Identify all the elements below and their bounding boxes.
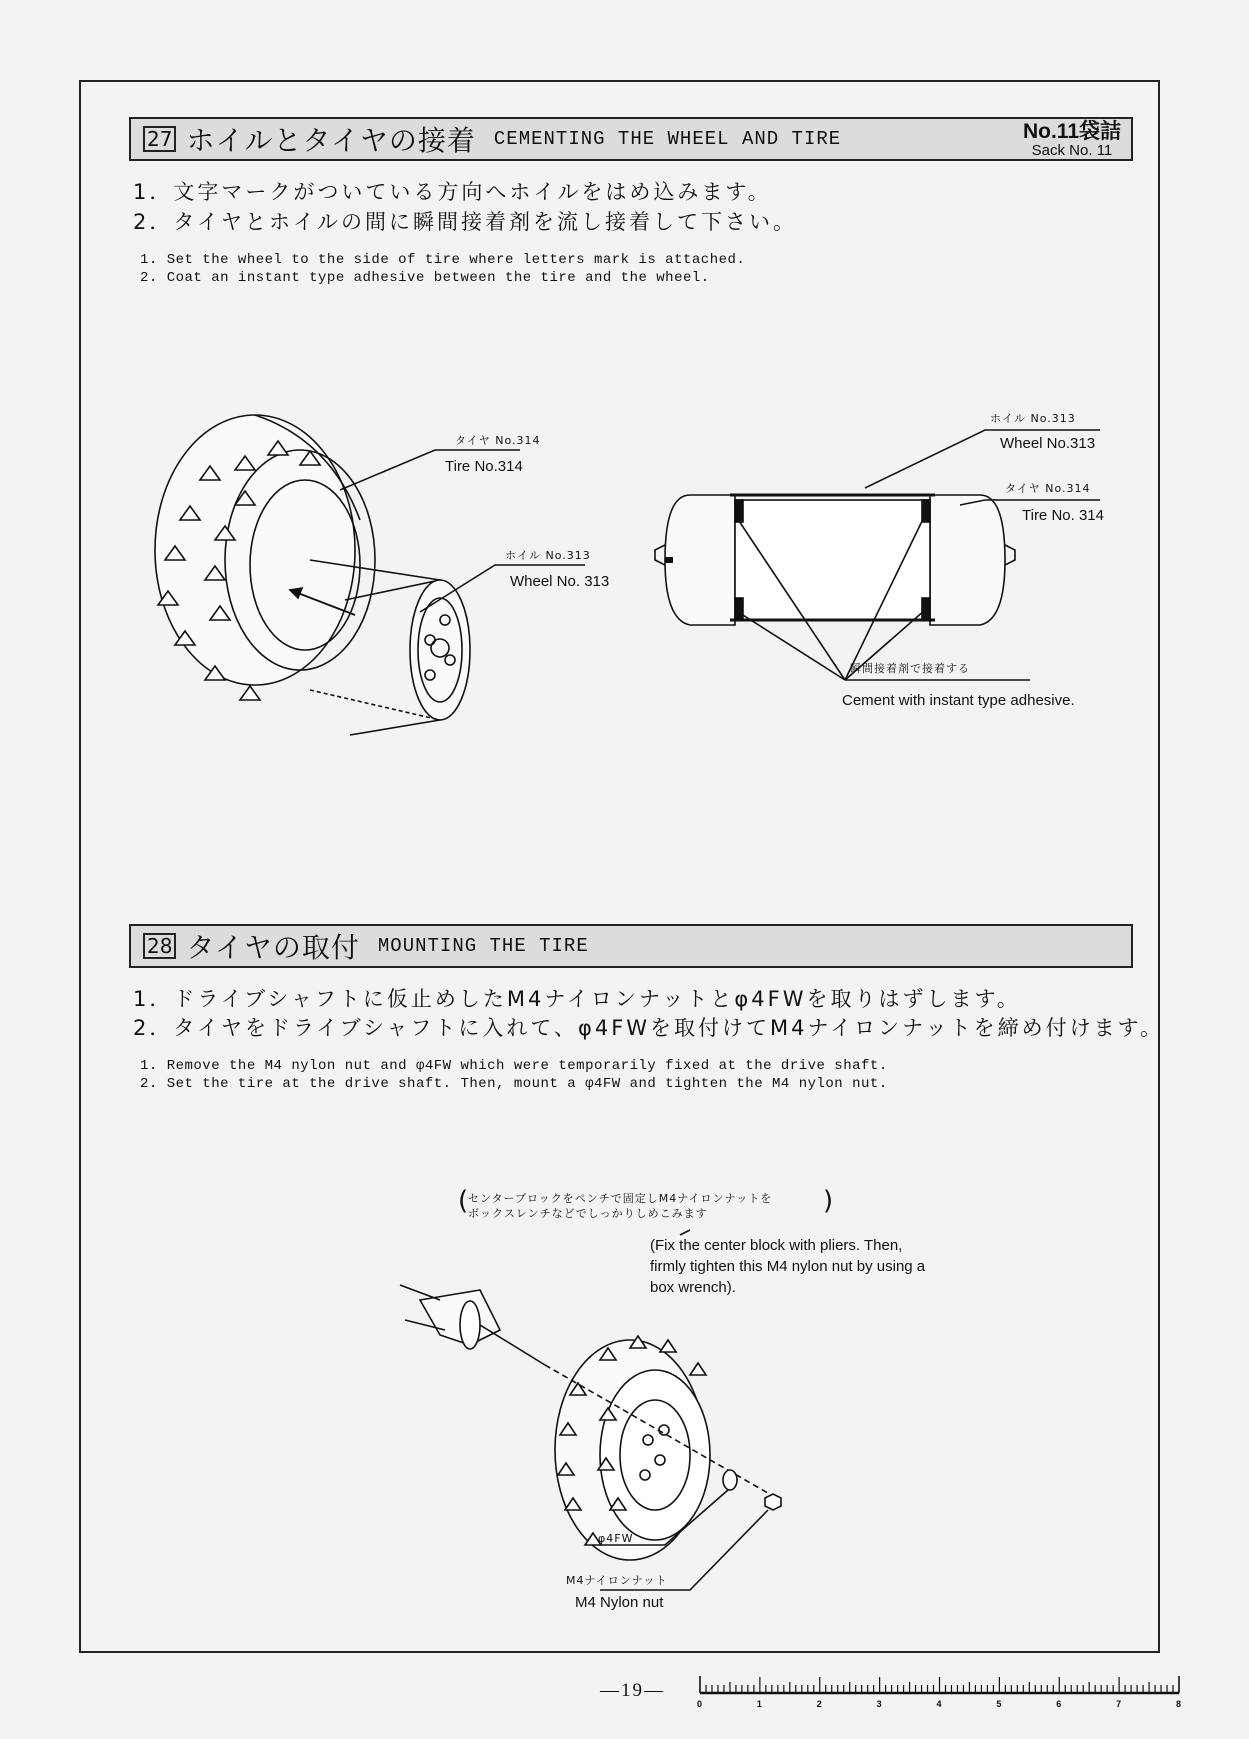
wheel-label-jp: ホイル No.313 bbox=[505, 549, 591, 562]
ruler-number: 3 bbox=[876, 1699, 882, 1709]
step-jp-2: 2．タイヤをドライブシャフトに入れて、φ4FWを取付けてM4ナイロンナットを締め付けます。 bbox=[133, 1016, 1164, 1040]
ruler-number: 8 bbox=[1176, 1699, 1182, 1709]
ruler-number: 1 bbox=[756, 1699, 762, 1709]
ruler-number: 0 bbox=[697, 1699, 703, 1709]
step-number: 27 bbox=[143, 126, 176, 152]
ruler-number: 4 bbox=[936, 1699, 942, 1709]
step-jp-1: 1．文字マークがついている方向へホイルをはめ込みます。 bbox=[133, 180, 772, 204]
step-jp-2: 2．タイヤとホイルの間に瞬間接着剤を流し接着して下さい。 bbox=[133, 210, 797, 234]
page-number: —19— bbox=[600, 1680, 665, 1701]
step-en-1: 1. Set the wheel to the side of tire where letters mark is attached. bbox=[140, 252, 746, 268]
tire-r-label-en: Tire No. 314 bbox=[1022, 507, 1104, 524]
ruler-number: 6 bbox=[1056, 1699, 1062, 1709]
sack-en: Sack No. 11 bbox=[1031, 142, 1113, 159]
wheel-r-label-en: Wheel No.313 bbox=[1000, 435, 1096, 452]
tire-label-jp: タイヤ No.314 bbox=[455, 434, 541, 447]
ruler-number: 7 bbox=[1116, 1699, 1122, 1709]
note-en-1: (Fix the center block with pliers. Then, bbox=[650, 1237, 903, 1254]
assembly-illustration bbox=[400, 1285, 781, 1560]
section-title-en: CEMENTING THE WHEEL AND TIRE bbox=[493, 128, 842, 150]
step-jp-1: 1．ドライブシャフトに仮止めしたM4ナイロンナットとφ4FWを取りはずします。 bbox=[133, 987, 1021, 1011]
ruler-number: 5 bbox=[996, 1699, 1002, 1709]
tire-illustration bbox=[155, 415, 470, 735]
tire-label-en: Tire No.314 bbox=[445, 458, 523, 475]
cement-label-jp: 瞬間接着剤で接着する bbox=[850, 662, 970, 675]
note-bracket-right: ) bbox=[823, 1186, 834, 1216]
note-jp-1: センターブロックをペンチで固定しM4ナイロンナットを bbox=[468, 1192, 773, 1205]
section-title-jp: ホイルとタイヤの接着 bbox=[186, 124, 476, 157]
step-number: 28 bbox=[143, 933, 176, 959]
wheel-label-en: Wheel No. 313 bbox=[510, 573, 610, 590]
note-en-2: firmly tighten this M4 nylon nut by using a bbox=[650, 1258, 926, 1275]
sack-jp: No.11袋詰 bbox=[1022, 120, 1121, 143]
nut-label-jp: M4ナイロンナット bbox=[566, 1574, 668, 1587]
note-jp-2: ボックスレンチなどでしっかりしめこみます bbox=[468, 1207, 708, 1220]
tire-r-label-jp: タイヤ No.314 bbox=[1005, 482, 1091, 495]
section-title-en: MOUNTING THE TIRE bbox=[377, 935, 589, 957]
fw-label: φ4FW bbox=[598, 1532, 634, 1545]
note-en-3: box wrench). bbox=[650, 1279, 736, 1296]
nut-label-en: M4 Nylon nut bbox=[575, 1594, 664, 1611]
wheel-r-label-jp: ホイル No.313 bbox=[990, 412, 1076, 425]
step-en-2: 2. Set the tire at the drive shaft. Then, mount a φ4FW and tighten the M4 nylon nut. bbox=[140, 1076, 888, 1092]
section-title-jp: タイヤの取付 bbox=[186, 931, 360, 964]
note-bracket-left: ( bbox=[458, 1186, 469, 1216]
ruler-number: 2 bbox=[816, 1699, 822, 1709]
step-en-2: 2. Coat an instant type adhesive between the tire and the wheel. bbox=[140, 270, 710, 286]
cross-section-illustration bbox=[655, 495, 1015, 625]
cement-label-en: Cement with instant type adhesive. bbox=[842, 692, 1075, 709]
step-en-1: 1. Remove the M4 nylon nut and φ4FW which were temporarily fixed at the drive shaft. bbox=[140, 1058, 888, 1074]
